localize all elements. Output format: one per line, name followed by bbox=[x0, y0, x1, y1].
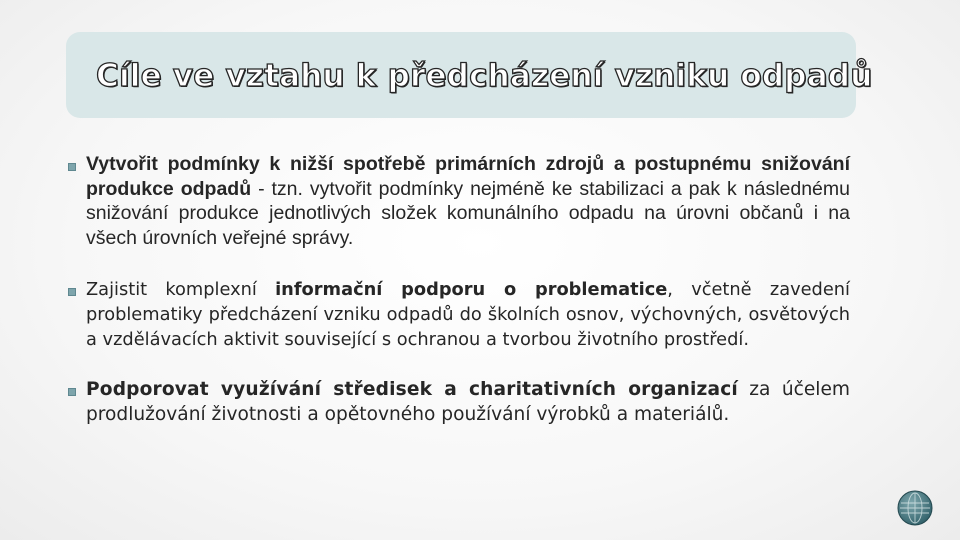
bullet-text bbox=[86, 278, 850, 352]
bullet-item-3 bbox=[68, 378, 850, 428]
square-bullet-icon bbox=[68, 163, 76, 171]
bullet-text bbox=[86, 378, 850, 428]
slide-title: Cíle ve vztahu k předcházení vzniku odpadů bbox=[96, 58, 873, 94]
bullet-regular-text: - tzn. vytvořit podmínky nejméně ke stabilizaci a pak k následnému snižování produkce jednotlivých složek komunálního odpadu na úrovni občanů i na všech úrovních veřejné správy. bbox=[86, 177, 850, 249]
square-bullet-icon bbox=[68, 388, 76, 396]
bullet-regular-text: , včetně zavedení problematiky předcházení vzniku odpadů do školních osnov, výchovných, osvětových a vzdělávacích aktivit související s ochranou a tvorbou životního prostředí. bbox=[86, 279, 850, 350]
bullet-regular-text: Zajistit komplexní bbox=[86, 279, 276, 300]
bullet-item-2 bbox=[68, 278, 850, 352]
bullet-item-1 bbox=[68, 152, 850, 250]
slide-content bbox=[68, 152, 850, 428]
globe-logo-icon bbox=[897, 490, 933, 526]
bullet-bold-text: informační podporu o problematice bbox=[275, 279, 668, 300]
bullet-text bbox=[86, 152, 850, 250]
bullet-bold-text: Podporovat využívání středisek a charitativních organizací bbox=[86, 379, 738, 401]
square-bullet-icon bbox=[68, 288, 76, 296]
bullet-regular-text: za účelem prodlužování životnosti a opětovného používání výrobků a materiálů. bbox=[86, 379, 850, 426]
bullet-bold-text: Vytvořit podmínky k nižší spotřebě primárních zdrojů a postupnému snižování produkce odpadů bbox=[86, 153, 850, 200]
